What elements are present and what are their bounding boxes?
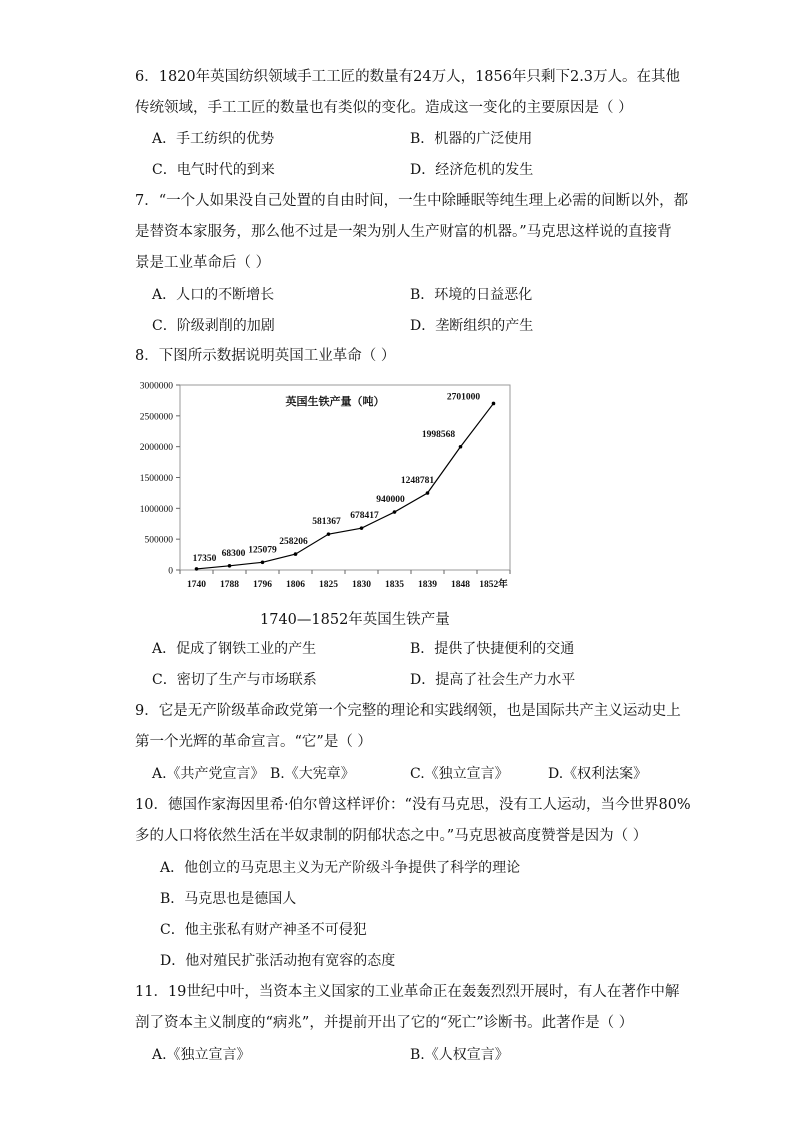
q11-option-b[interactable]: B.《人权宣言》 [410, 1047, 509, 1063]
q8-option-b[interactable]: B．提供了快捷便利的交通 [410, 641, 575, 657]
q9-option-b[interactable]: B.《大宪章》 [270, 766, 355, 782]
q7-option-b[interactable]: B．环境的日益恶化 [410, 287, 533, 303]
q8-option-d[interactable]: D．提高了社会生产力水平 [410, 672, 576, 688]
data-label: 125079 [248, 545, 277, 556]
data-label: 1248781 [400, 475, 435, 486]
q8-option-a[interactable]: A．促成了钢铁工业的产生 [152, 641, 317, 657]
x-tick-label: 1830 [352, 580, 371, 590]
q7-option-d[interactable]: D．垄断组织的产生 [410, 318, 534, 334]
x-tick-label: 1788 [220, 580, 239, 590]
data-point [327, 532, 331, 536]
q10-stem-line1: 10．德国作家海因里希·伯尔曾这样评价：“没有马克思，没有工人运动，当今世界80% [135, 797, 691, 813]
q6-stem-line1: 6．1820年英国纺织领域手工工匠的数量有24万人，1856年只剩下2.3万人。在其他 [135, 69, 681, 85]
x-tick-label: 1825 [319, 580, 338, 590]
q9-stem-line2: 第一个光辉的革命宣言。“它”是（ ） [135, 734, 372, 750]
data-label: 678417 [350, 511, 379, 522]
q7-stem-line1: 7．“一个人如果没自己处置的自由时间，一生中除睡眠等纯生理上必需的间断以外，都 [135, 193, 689, 209]
q11-option-a[interactable]: A.《独立宣言》 [152, 1047, 251, 1063]
q11-stem-line1: 11．19世纪中叶，当资本主义国家的工业革命正在轰轰烈烈开展时，有人在著作中解 [135, 984, 680, 1000]
q10-stem-line2: 多的人口将依然生活在半奴隶制的阴郁状态之中。”马克思被高度赞誉是因为（ ） [135, 828, 648, 844]
plot-frame [180, 385, 510, 570]
q10-option-c[interactable]: C．他主张私有财产神圣不可侵犯 [160, 922, 367, 938]
q9-option-a[interactable]: A.《共产党宣言》 [152, 766, 265, 782]
pig-iron-chart [125, 375, 520, 595]
data-point [261, 560, 265, 564]
y-tick-label: 500000 [144, 535, 173, 546]
q9-option-c[interactable]: C.《独立宣言》 [410, 766, 509, 782]
data-label: 1998568 [421, 429, 456, 440]
x-tick-label: 1740 [187, 580, 206, 590]
series-line [197, 403, 494, 568]
data-label: 581367 [312, 517, 341, 528]
x-tick-label: 1806 [286, 580, 305, 590]
q8-option-c[interactable]: C．密切了生产与市场联系 [152, 672, 317, 688]
q9-stem-line1: 9．它是无产阶级革命政党第一个完整的理论和实践纲领，也是国际共产主义运动史上 [135, 703, 681, 719]
q10-option-b[interactable]: B．马克思也是德国人 [160, 891, 297, 907]
y-tick-label: 1000000 [139, 504, 173, 515]
data-point [360, 526, 364, 530]
q6-option-a[interactable]: A．手工纺织的优势 [152, 131, 275, 147]
q9-option-d[interactable]: D.《权利法案》 [548, 766, 648, 782]
chart-caption: 1740—1852年英国生铁产量 [260, 612, 450, 628]
data-point [195, 567, 199, 571]
data-label: 17350 [192, 553, 217, 564]
q8-stem: 8．下图所示数据说明英国工业革命（ ） [135, 348, 396, 364]
y-tick-label: 1500000 [139, 474, 173, 484]
q11-stem-line2: 剖了资本主义制度的“病兆”，并提前开出了它的“死亡”诊断书。此著作是（ ） [135, 1015, 634, 1031]
q6-option-c[interactable]: C．电气时代的到来 [152, 162, 275, 178]
q10-option-d[interactable]: D．他对殖民扩张活动抱有宽容的态度 [160, 953, 396, 969]
data-point [228, 564, 232, 568]
data-point [459, 445, 463, 449]
data-label: 258206 [279, 537, 308, 548]
data-label: 940000 [376, 495, 405, 506]
x-tick-label: 1839 [418, 580, 437, 590]
x-tick-label: 1796 [253, 580, 272, 590]
y-tick-label: 2000000 [139, 443, 173, 454]
data-point [426, 491, 430, 495]
x-tick-label: 1835 [385, 580, 404, 590]
q7-option-a[interactable]: A．人口的不断增长 [152, 287, 275, 303]
q6-option-d[interactable]: D．经济危机的发生 [410, 162, 534, 178]
q7-option-c[interactable]: C．阶级剥削的加剧 [152, 318, 275, 334]
data-point [393, 510, 397, 514]
q10-option-a[interactable]: A．他创立的马克思主义为无产阶级斗争提供了科学的理论 [160, 860, 521, 876]
q6-stem-line2: 传统领域，手工工匠的数量也有类似的变化。造成这一变化的主要原因是（ ） [135, 100, 633, 116]
x-tick-label: 1848 [451, 580, 470, 590]
y-tick-label: 3000000 [139, 381, 173, 392]
x-tick-label: 1852年 [479, 580, 508, 590]
q7-stem-line2: 是替资本家服务，那么他不过是一架为别人生产财富的机器。”马克思这样说的直接背 [135, 224, 672, 240]
q7-stem-line3: 景是工业革命后（ ） [135, 255, 271, 271]
data-label: 2701000 [446, 392, 481, 403]
q6-option-b[interactable]: B．机器的广泛使用 [410, 131, 533, 147]
data-point [492, 402, 496, 406]
chart-title: 英国生铁产量（吨） [285, 395, 385, 408]
y-tick-label: 0 [168, 566, 173, 577]
data-point [294, 552, 298, 556]
data-label: 68300 [221, 548, 246, 559]
y-tick-label: 2500000 [139, 412, 173, 423]
